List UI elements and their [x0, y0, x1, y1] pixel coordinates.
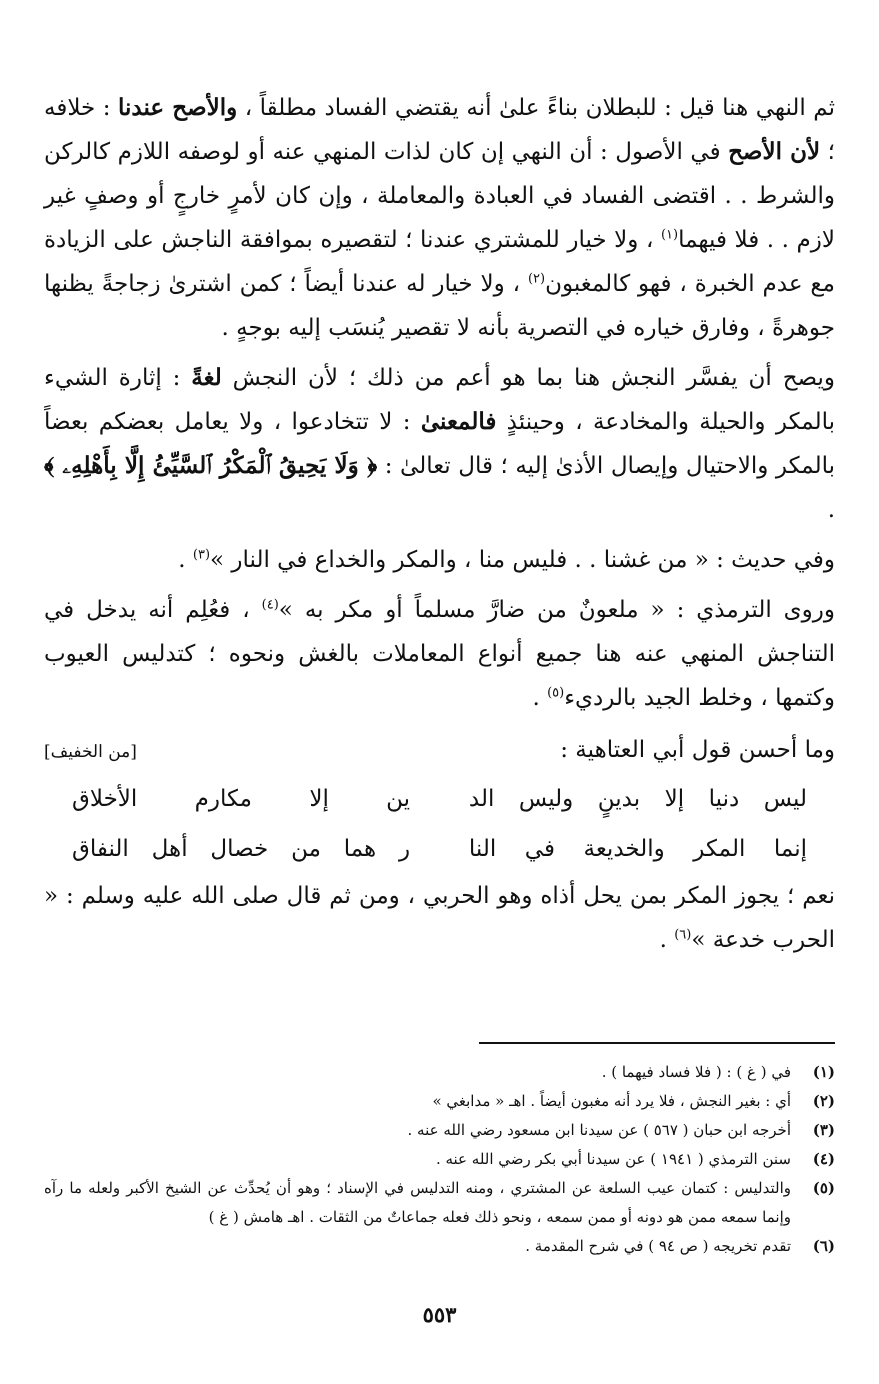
verse-hemistich-first: ليس دنيا إلا بدينٍ وليس الد — [468, 786, 807, 812]
bold-phrase: فالمعنىٰ — [420, 408, 497, 435]
text: . — [178, 547, 193, 573]
text: نعم ؛ يجوز المكر بمن يحل أذاه وهو الحربي ، ومن ثم قال صلى الله عليه وسلم : « الحرب خدعة » — [44, 883, 835, 953]
footnote-ref[interactable]: (٦) — [674, 927, 692, 943]
footnote — [44, 1174, 835, 1232]
text: وفي حديث : « من غشنا . . فليس منا ، والمكر والخداع في النار » — [210, 547, 835, 573]
text: ، ولا خيار له عندنا أيضاً ؛ كمن اشترىٰ زجاجةً يظنها جوهرةً ، وفارق خياره في التصرية بأنه لا تقصير يُنسَب إليه بوجهٍ . — [44, 271, 835, 341]
verse-hemistich-second: ر هما من خصال أهل النفاق — [72, 836, 411, 862]
poem-meter: [من الخفيف] — [44, 742, 137, 762]
text: ويصح أن يفسَّر النجش هنا بما هو أعم من ذلك ؛ لأن النجش — [221, 365, 835, 391]
text: . — [827, 497, 835, 523]
paragraph-4 — [44, 588, 835, 720]
poem-header — [44, 728, 835, 774]
footnote-number: (١) — [812, 1063, 835, 1081]
footnote — [44, 1058, 835, 1087]
footnote-text: أخرجه ابن حبان ( ٥٦٧ ) عن سيدنا ابن مسعود رضي الله عنه . — [407, 1121, 791, 1139]
paragraph-2 — [44, 356, 835, 532]
text: . — [532, 685, 548, 711]
text: . — [659, 927, 675, 953]
text: ، فعُلِم أنه يدخل في التناجش المنهي عنه هنا جميع أنواع المعاملات بالغش ونحوه ؛ كتدليس العيوب وكتمها ، وخلط الجيد بالرديء — [44, 597, 835, 711]
quran-verse: ﴿ وَلَا يَحِيقُ ٱلْمَكْرُ ٱلسَّيِّئُ إِلَّا بِأَهْلِهِۦ ﴾ — [44, 452, 378, 479]
footnote — [44, 1116, 835, 1145]
text: في الأصول : أن النهي إن كان لذات المنهي عنه أو لوصفه اللازم كالركن والشرط . . اقتضى الفساد في العبادة والمعاملة ، وإن كان لأمرٍ خارجٍ أو وصفٍ غير لازم . . فلا فيهما — [44, 139, 836, 253]
text: : لا تتخادعوا ، ولا يعامل بعضكم بعضاً بالمكر والاحتيال وإيصال الأذىٰ إليه ؛ قال تعالىٰ : — [44, 409, 836, 479]
bold-phrase: لأن الأصح — [728, 138, 821, 165]
footnote-number: (٣) — [812, 1121, 835, 1139]
footnote-ref[interactable]: (٣) — [192, 547, 211, 563]
footnote-text: تقدم تخريجه ( ص ٩٤ ) في شرح المقدمة . — [525, 1237, 791, 1255]
text: وروى الترمذي : « ملعونٌ من ضارَّ مسلماً أو مكر به » — [278, 597, 835, 623]
paragraph-5 — [44, 874, 835, 962]
paragraph-1 — [44, 86, 835, 350]
verse-1 — [44, 774, 835, 824]
footnote-ref[interactable]: (١) — [660, 227, 679, 243]
footnote-ref[interactable]: (٢) — [527, 271, 546, 287]
footnote-divider — [479, 1042, 835, 1044]
footnote-text: سنن الترمذي ( ١٩٤١ ) عن سيدنا أبي بكر رضي الله عنه . — [435, 1150, 791, 1168]
text: : خلافه ؛ — [44, 95, 835, 165]
page-number: ٥٥٣ — [422, 1302, 457, 1327]
poem-intro: وما أحسن قول أبي العتاهية : — [560, 737, 835, 763]
footnote — [44, 1232, 835, 1261]
footnote-text: في ( غ ) : ( فلا فساد فيهما ) . — [601, 1063, 791, 1081]
footnote-number: (٦) — [812, 1237, 835, 1255]
footnote-number: (٢) — [812, 1092, 835, 1110]
verse-hemistich-first: إنما المكر والخديعة في النا — [468, 836, 807, 862]
footnotes — [44, 1058, 835, 1261]
footnote-number: (٥) — [812, 1179, 835, 1197]
footnote — [44, 1087, 835, 1116]
verse-2 — [44, 824, 835, 874]
text: ثم النهي هنا قيل : للبطلان بناءً علىٰ أنه يقتضي الفساد مطلقاً ، — [237, 95, 835, 121]
footnote-ref[interactable]: (٤) — [261, 597, 279, 613]
bold-phrase: لغةً — [191, 364, 222, 391]
text: : إثارة الشيء بالمكر والحيلة والمخادعة ، وحينئذٍ — [44, 365, 835, 435]
verse-hemistich-second: ين إلا مكارم الأخلاق — [72, 786, 411, 812]
footnote-text: والتدليس : كتمان عيب السلعة عن المشتري ، ومنه التدليس في الإسناد ؛ وهو أن يُحدِّث عن الشيخ الأكبر ولعله ما رآه وإنما سمعه ممن هو دونه أو ممن سمعه ، ونحو ذلك فعله جماعاتٌ من الثقات . اهـ هامش ( غ ) — [44, 1179, 791, 1226]
footnote — [44, 1145, 835, 1174]
footnote-number: (٤) — [812, 1150, 835, 1168]
paragraph-3 — [44, 538, 835, 582]
text: ، ولا خيار للمشتري عندنا ؛ لتقصيره بموافقة الناجش على الزيادة مع عدم الخبرة ، فهو كالمغبون — [44, 227, 835, 297]
bold-phrase: والأصح عندنا — [117, 94, 238, 121]
footnote-ref[interactable]: (٥) — [547, 685, 565, 701]
footnote-text: أي : بغير النجش ، فلا يرد أنه مغبون أيضاً . اهـ « مدابغي » — [432, 1092, 791, 1110]
